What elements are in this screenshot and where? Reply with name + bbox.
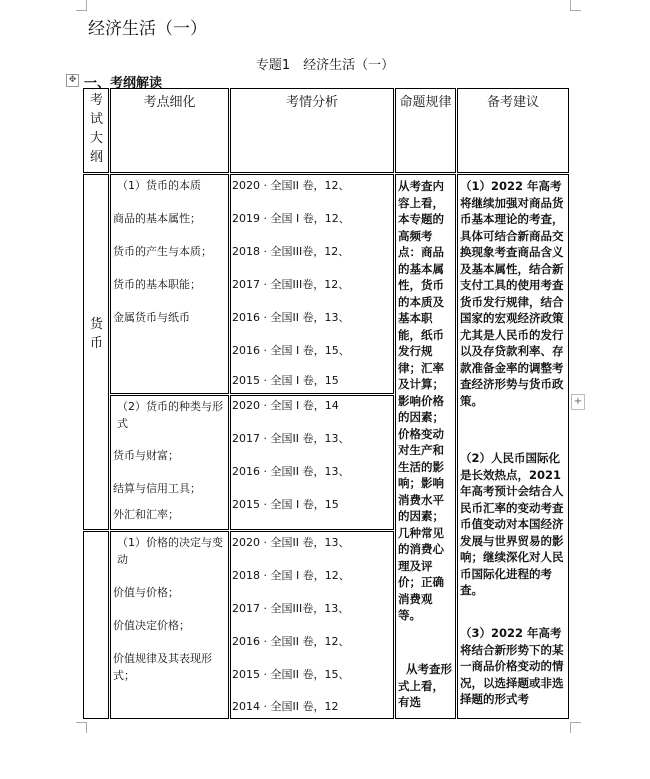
analysis-entry: 2020 · 全国 I 卷，14 <box>232 399 339 412</box>
header-cell-points <box>110 88 229 173</box>
crop-mark-top-left <box>76 0 87 11</box>
analysis-entry: 2020 · 全国II 卷，12、 <box>232 179 350 192</box>
outline-cell-currency <box>83 174 109 530</box>
header-advice-label: 备考建议 <box>486 95 539 110</box>
point-1-item: 货币的基本职能； <box>113 278 201 291</box>
rules-cell <box>395 174 456 719</box>
analysis-entry: 2015 · 全国 I 卷，15 <box>232 374 339 387</box>
header-outline-label: 考试大纲 <box>90 93 104 165</box>
analysis-cell-2 <box>230 395 394 530</box>
header-cell-outline <box>83 88 109 173</box>
analysis-entry: 2016 · 全国 I 卷，15、 <box>232 344 350 357</box>
header-cell-advice <box>457 88 569 173</box>
analysis-entry: 2016 · 全国II 卷，13、 <box>232 311 350 324</box>
header-cell-analysis <box>230 88 394 173</box>
advice-paragraph-2: （2）人民币国际化是长效热点，2021 年高考预计会结合人民币汇率的变动考查币值变动对本国经济发展与世界贸易的影响；继续深化对人民币国际化进程的考查。 <box>460 451 564 597</box>
analysis-entry: 2018 · 全国III卷，12、 <box>232 245 350 258</box>
advice-paragraph-3: （3）2022 年高考将结合新形势下的某一商品价格变动的情况，以选择题或非选择题的形式考 <box>460 626 564 706</box>
analysis-entry: 2017 · 全国III卷，13、 <box>232 602 350 615</box>
rules-text: 从考查内容上看，本专题的高频考点：商品的基本属性，货币的本质及基本职能，纸币发行规律；汇率及计算；影响价格的因素；价格变动对生产和生活的影响；影响消费水平的因素；几种常见的消费心理及评价；正确消费观等。 <box>398 179 444 622</box>
table-move-icon[interactable]: ✥ <box>66 74 79 87</box>
point-1-item: 金属货币与纸币 <box>113 311 190 324</box>
analysis-entry: 2014 · 全国II 卷，12 <box>232 700 339 713</box>
header-cell-rules <box>395 88 456 173</box>
analysis-entry: 2016 · 全国II 卷，13、 <box>232 465 350 478</box>
point-1-item: 商品的基本属性； <box>113 212 201 225</box>
point-2-item: 结算与信用工具； <box>113 482 201 495</box>
topic-title: 专题1 经济生活（一） <box>255 58 395 73</box>
point-2-item: 货币与财富； <box>113 449 179 462</box>
analysis-entry: 2017 · 全国II 卷，13、 <box>232 432 350 445</box>
point-1-title: （1）货币的本质 <box>117 179 201 192</box>
add-column-handle-icon[interactable]: + <box>571 394 585 410</box>
point-2-item: 外汇和汇率； <box>113 508 179 521</box>
crop-mark-bottom-right <box>570 722 581 733</box>
analysis-entry: 2017 · 全国III卷，12、 <box>232 278 350 291</box>
outline-currency-label: 货币 <box>90 317 104 351</box>
header-rules-label: 命题规律 <box>399 95 452 110</box>
advice-paragraph-1: （1）2022 年高考将继续加强对商品货币基本理论的考查，具体可结合新商品交换现象考查商品含义及基本属性，结合新支付工具的使用考查货币发行规律，结合国家的宏观经济政策尤其是人民币的发行以及存贷款利率、存款准备金率的调整考查经济形势与货币政策。 <box>460 179 564 408</box>
document-title: 经济生活（一） <box>88 19 207 39</box>
crop-mark-bottom-left <box>76 722 87 733</box>
points-cell-3 <box>110 531 229 719</box>
point-3-title: （1）价格的决定与变动 <box>117 536 223 566</box>
analysis-entry: 2020 · 全国II 卷，13、 <box>232 536 350 549</box>
analysis-cell-1 <box>230 174 394 394</box>
points-cell-2 <box>110 395 229 530</box>
rules-text-2: 从考查形式上看，有选 <box>398 662 452 709</box>
points-cell-1 <box>110 174 229 394</box>
analysis-entry: 2018 · 全国 I 卷，12、 <box>232 569 350 582</box>
analysis-entry: 2015 · 全国 I 卷，15 <box>232 498 339 511</box>
section-heading: 一、考纲解读 <box>84 76 163 91</box>
point-3-item: 价值决定价格； <box>113 619 190 632</box>
crop-mark-top-right <box>570 0 581 11</box>
point-3-item: 价值与价格； <box>113 586 179 599</box>
analysis-entry: 2015 · 全国II 卷，15、 <box>232 668 350 681</box>
advice-cell <box>457 174 569 719</box>
point-2-title: （2）货币的种类与形式 <box>117 400 223 430</box>
analysis-cell-3 <box>230 531 394 719</box>
point-1-item: 货币的产生与本质； <box>113 245 212 258</box>
analysis-entry: 2016 · 全国II 卷，12、 <box>232 635 350 648</box>
outline-cell-empty <box>83 531 109 719</box>
header-points-label: 考点细化 <box>143 95 196 110</box>
analysis-entry: 2019 · 全国 I 卷，12、 <box>232 212 350 225</box>
point-3-item: 价值规律及其表现形式； <box>113 652 212 682</box>
header-analysis-label: 考情分析 <box>285 95 338 110</box>
